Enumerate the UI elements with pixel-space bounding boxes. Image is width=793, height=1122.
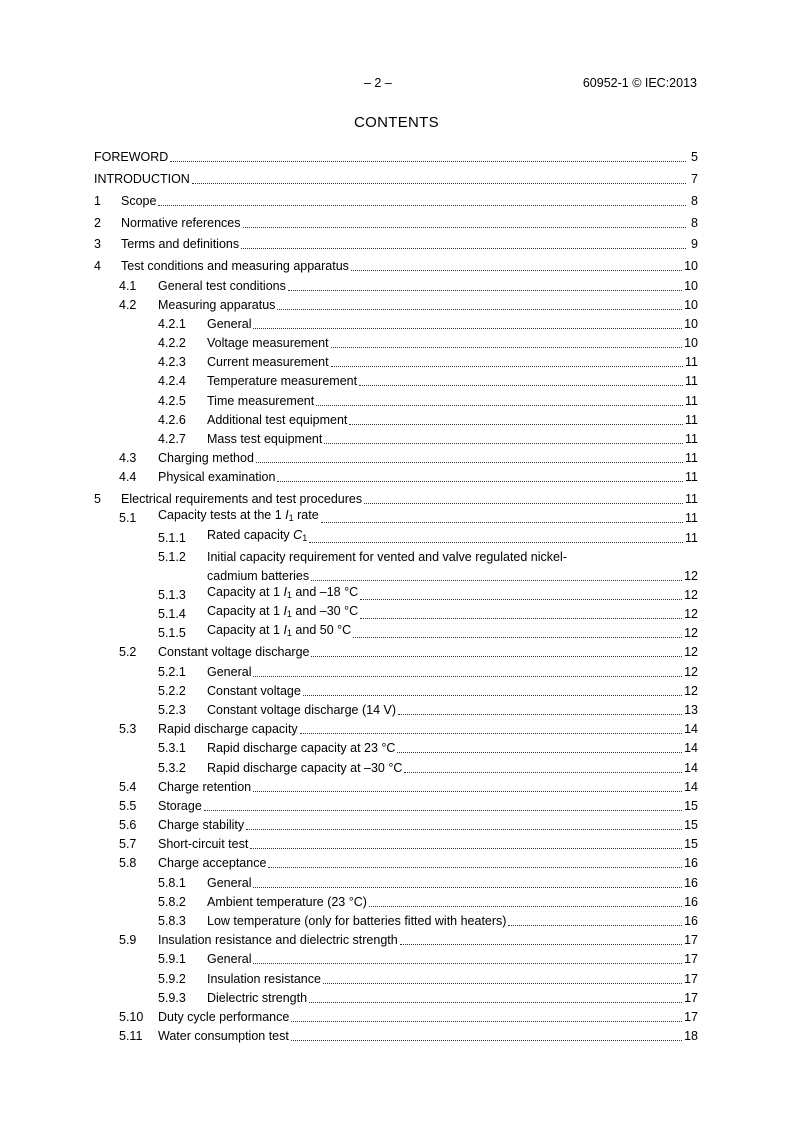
toc-entry-title: Scope (121, 193, 157, 208)
toc-entry-title: INTRODUCTION (94, 171, 190, 186)
toc-entry-title: Rapid discharge capacity at 23 °C (207, 741, 396, 756)
toc-entry-title: Charging method (158, 451, 254, 466)
toc-entry-page: 11 (685, 530, 698, 545)
toc-entry-page: 11 (685, 451, 698, 466)
toc-entry[interactable] (94, 409, 698, 428)
toc-entry[interactable] (94, 165, 698, 187)
toc-entry[interactable] (94, 833, 698, 852)
toc-entry[interactable] (94, 546, 698, 584)
toc-entry-title: Storage (158, 798, 202, 813)
toc-entry[interactable] (94, 428, 698, 447)
toc-entry-title: Rapid discharge capacity (158, 722, 298, 737)
toc-entry[interactable] (94, 795, 698, 814)
dot-leader (277, 478, 683, 482)
toc-entry[interactable] (94, 776, 698, 795)
toc-entry-page: 10 (684, 259, 698, 274)
dot-leader (364, 500, 683, 504)
toc-entry-page: 11 (685, 374, 698, 389)
toc-entry-page: 11 (685, 393, 698, 408)
toc-entry-number: 5.8 (119, 856, 137, 871)
toc-entry-number: 4.2.5 (158, 393, 186, 408)
page-number: – 2 – (364, 76, 392, 90)
toc-entry-number: 4.4 (119, 470, 137, 485)
dot-leader (321, 519, 683, 523)
dot-leader (253, 325, 682, 329)
toc-entry-page: 10 (684, 336, 698, 351)
toc-entry[interactable] (94, 274, 698, 293)
toc-entry-number: 5.8.1 (158, 875, 186, 890)
toc-entry[interactable] (94, 814, 698, 833)
toc-entry-title: Insulation resistance (207, 971, 321, 986)
toc-entry-title: Time measurement (207, 393, 315, 408)
toc-entry-number: 5.5 (119, 798, 137, 813)
toc-entry-page: 10 (684, 316, 698, 331)
toc-entry-title: Terms and definitions (121, 237, 240, 252)
toc-entry-title: Constant voltage discharge (14 V) (207, 702, 396, 717)
toc-entry[interactable] (94, 852, 698, 871)
toc-entry-title: Dielectric strength (207, 990, 308, 1005)
toc-entry-page: 11 (685, 470, 698, 485)
toc-entry-number: 4.2.6 (158, 412, 186, 427)
toc-entry-page: 12 (684, 626, 698, 641)
toc-entry-page: 16 (684, 856, 698, 871)
toc-entry[interactable] (94, 389, 698, 408)
dot-leader (241, 245, 686, 249)
toc-entry-number: 5.4 (119, 779, 137, 794)
toc-entry-page: 15 (684, 837, 698, 852)
toc-entry-number: 5.2 (119, 645, 137, 660)
toc-entry-title: Charge acceptance (158, 856, 267, 871)
toc-entry[interactable] (94, 370, 698, 389)
toc-entry[interactable] (94, 910, 698, 929)
toc-entry-number: 5.9.2 (158, 971, 186, 986)
toc-entry-page: 11 (685, 511, 698, 526)
toc-entry[interactable] (94, 351, 698, 370)
toc-entry[interactable] (94, 929, 698, 948)
dot-leader (256, 459, 683, 463)
toc-entry-page: 18 (684, 1029, 698, 1044)
toc-entry[interactable] (94, 1006, 698, 1025)
toc-entry-page: 12 (684, 645, 698, 660)
toc-entry-number: 5.9.3 (158, 990, 186, 1005)
dot-leader (324, 440, 683, 444)
toc-entry-number: 4 (94, 259, 101, 274)
toc-entry-title: Insulation resistance and dielectric strength (158, 933, 398, 948)
toc-entry[interactable] (94, 209, 698, 231)
toc-entry-number: 5.3.2 (158, 760, 186, 775)
toc-entry-title: Mass test equipment (207, 432, 323, 447)
toc-entry-number: 5.2.1 (158, 664, 186, 679)
toc-entry-page: 5 (691, 149, 698, 164)
dot-leader (250, 845, 682, 849)
dot-leader (360, 615, 682, 619)
toc-entry-number: 5.8.3 (158, 914, 186, 929)
toc-entry-number: 5.9.1 (158, 952, 186, 967)
toc-entry[interactable] (94, 987, 698, 1006)
toc-entry-title: General (207, 316, 252, 331)
toc-entry[interactable] (94, 584, 698, 603)
toc-entry-page: 11 (685, 355, 698, 370)
dot-leader (331, 344, 682, 348)
toc-entry[interactable] (94, 143, 698, 165)
toc-entry-title: Charge retention (158, 779, 252, 794)
toc-entry[interactable] (94, 526, 698, 545)
toc-entry-number: 1 (94, 193, 101, 208)
toc-entry-page: 12 (684, 607, 698, 622)
toc-entry-number: 5.1 (119, 511, 137, 526)
dot-leader (253, 788, 682, 792)
toc-entry[interactable] (94, 891, 698, 910)
toc-entry[interactable] (94, 756, 698, 775)
toc-entry[interactable] (94, 680, 698, 699)
toc-entry[interactable] (94, 871, 698, 890)
toc-entry-page: 12 (684, 683, 698, 698)
toc-entry-title: Charge stability (158, 818, 245, 833)
dot-leader (291, 1018, 682, 1022)
toc-entry-number: 5.7 (119, 837, 137, 852)
dot-leader (397, 749, 682, 753)
dot-leader (303, 692, 682, 696)
toc-entry-number: 5 (94, 492, 101, 507)
toc-entry-number: 5.2.2 (158, 683, 186, 698)
toc-entry-number: 3 (94, 237, 101, 252)
dot-leader (291, 1037, 682, 1041)
toc-entry[interactable] (94, 485, 698, 507)
toc-entry[interactable] (94, 447, 698, 466)
toc-entry-number: 5.1.3 (158, 587, 186, 602)
dot-leader (508, 922, 682, 926)
toc-entry-page: 16 (684, 894, 698, 909)
dot-leader (309, 539, 683, 543)
toc-entry[interactable] (94, 718, 698, 737)
toc-entry-number: 4.2.2 (158, 336, 186, 351)
toc-entry-title: Short-circuit test (158, 837, 249, 852)
toc-entry-page: 11 (685, 492, 698, 507)
dot-leader (349, 421, 683, 425)
toc-entry-page: 12 (684, 587, 698, 602)
toc-entry-number: 5.3.1 (158, 741, 186, 756)
toc-entry-number: 5.3 (119, 722, 137, 737)
toc-entry[interactable] (94, 603, 698, 622)
toc-entry-number: 5.8.2 (158, 894, 186, 909)
dot-leader (300, 730, 682, 734)
toc-entry-page: 10 (684, 278, 698, 293)
dot-leader (246, 826, 682, 830)
dot-leader (192, 180, 686, 184)
toc-entry-number: 5.6 (119, 818, 137, 833)
toc-entry-title: Capacity at 1 $I_1$ and –18 °C (207, 584, 359, 600)
dot-leader (359, 382, 683, 386)
toc-entry-number: 4.1 (119, 278, 137, 293)
toc-entry-page: 8 (691, 193, 698, 208)
page-title: CONTENTS (354, 114, 439, 131)
toc-entry-page: 17 (684, 971, 698, 986)
toc-entry-title: Duty cycle performance (158, 1009, 290, 1024)
toc-entry-page: 14 (684, 741, 698, 756)
toc-entry[interactable] (94, 660, 698, 679)
dot-leader (268, 864, 682, 868)
toc-entry-page: 10 (684, 297, 698, 312)
toc-entry-number: 5.10 (119, 1009, 144, 1024)
dot-leader (170, 158, 686, 162)
dot-leader (353, 634, 682, 638)
toc-entry[interactable] (94, 252, 698, 274)
toc-entry-page: 14 (684, 722, 698, 737)
toc-entry[interactable] (94, 967, 698, 986)
toc-entry-title-continued: cadmium batteries (207, 568, 310, 583)
toc-entry-page: 9 (691, 237, 698, 252)
toc-entry-page: 15 (684, 798, 698, 813)
toc-entry-title: Water consumption test (158, 1029, 289, 1044)
dot-leader (369, 903, 682, 907)
toc-entry-page: 11 (685, 412, 698, 427)
dot-leader (400, 941, 682, 945)
dot-leader (243, 224, 687, 228)
toc-entry-number: 4.2 (119, 297, 137, 312)
toc-entry-title: Electrical requirements and test procedures (121, 492, 363, 507)
toc-entry-title: Constant voltage (207, 683, 301, 698)
toc-entry-page: 13 (684, 702, 698, 717)
toc-entry-number: 4.2.1 (158, 316, 186, 331)
toc-entry-title: Test conditions and measuring apparatus (121, 259, 349, 274)
dot-leader (351, 267, 682, 271)
toc-entry-title: General (207, 952, 252, 967)
dot-leader (360, 596, 682, 600)
dot-leader (323, 980, 682, 984)
toc-entry[interactable] (94, 187, 698, 209)
toc-entry-title: Normative references (121, 215, 241, 230)
dot-leader (253, 884, 682, 888)
dot-leader (316, 402, 683, 406)
dot-leader (277, 306, 682, 310)
dot-leader (288, 287, 682, 291)
toc-entry[interactable] (94, 699, 698, 718)
dot-leader (398, 711, 682, 715)
dot-leader (311, 653, 682, 657)
toc-entry[interactable] (94, 948, 698, 967)
toc-entry-title: FOREWORD (94, 149, 169, 164)
toc-entry-number: 4.2.3 (158, 355, 186, 370)
toc-entry-page: 12 (684, 664, 698, 679)
toc-entry-page: 17 (684, 990, 698, 1005)
toc-entry-title: Constant voltage discharge (158, 645, 310, 660)
toc-entry-page: 14 (684, 779, 698, 794)
toc-entry-page: 15 (684, 818, 698, 833)
toc-entry-number: 5.9 (119, 933, 137, 948)
toc-entry-title: General test conditions (158, 278, 286, 293)
toc-entry-title: Physical examination (158, 470, 276, 485)
toc-entry-title: General (207, 664, 252, 679)
dot-leader (309, 999, 682, 1003)
toc-entry-title: Temperature measurement (207, 374, 358, 389)
toc-entry-page: 17 (684, 933, 698, 948)
toc-entry[interactable] (94, 622, 698, 641)
dot-leader (253, 673, 682, 677)
dot-leader (253, 960, 682, 964)
document-reference: 60952-1 © IEC:2013 (582, 76, 697, 90)
toc-entry-title: Capacity at 1 $I_1$ and –30 °C (207, 604, 359, 620)
toc-entry-title: Voltage measurement (207, 336, 329, 351)
dot-leader (204, 807, 682, 811)
dot-leader (404, 769, 682, 773)
toc-entry[interactable] (94, 231, 698, 253)
toc-entry-number: 4.2.7 (158, 432, 186, 447)
toc-entry-page: 12 (684, 568, 698, 583)
toc-entry-page: 17 (684, 952, 698, 967)
toc-entry-page: 16 (684, 914, 698, 929)
dot-leader (158, 202, 686, 206)
dot-leader (311, 577, 682, 581)
toc-entry-page: 8 (691, 215, 698, 230)
toc-entry[interactable] (94, 641, 698, 660)
toc-entry-title: Ambient temperature (23 °C) (207, 894, 367, 909)
toc-entry-title: Low temperature (only for batteries fitted with heaters) (207, 914, 507, 929)
toc-entry-number: 2 (94, 215, 101, 230)
toc-entry-number: 5.11 (119, 1029, 143, 1044)
toc-entry-title: General (207, 875, 252, 890)
toc-entry-number: 5.1.1 (158, 530, 186, 545)
toc-entry-title: Measuring apparatus (158, 297, 276, 312)
toc-entry-number: 5.2.3 (158, 702, 186, 717)
toc-entry-page: 16 (684, 875, 698, 890)
toc-entry-page: 14 (684, 760, 698, 775)
toc-entry-title: Capacity at 1 $I_1$ and 50 °C (207, 623, 352, 639)
table-of-contents (94, 143, 698, 1044)
toc-entry-title: Current measurement (207, 355, 329, 370)
toc-entry-number: 4.2.4 (158, 374, 186, 389)
toc-entry[interactable] (94, 466, 698, 485)
toc-entry[interactable] (94, 1025, 698, 1044)
toc-entry-title: Rapid discharge capacity at –30 °C (207, 760, 403, 775)
toc-entry-title: Capacity tests at the 1 $I_1$ rate (158, 508, 319, 524)
toc-entry-number: 5.1.4 (158, 607, 186, 622)
toc-entry[interactable] (94, 507, 698, 526)
toc-entry[interactable] (94, 313, 698, 332)
toc-entry-number: 5.1.2 (158, 549, 186, 564)
toc-entry[interactable] (94, 737, 698, 756)
toc-entry-title: Additional test equipment (207, 412, 348, 427)
toc-entry-number: 5.1.5 (158, 626, 186, 641)
toc-entry-page: 7 (691, 171, 698, 186)
toc-entry-title: Initial capacity requirement for vented and valve regulated nickel- (207, 549, 567, 564)
toc-entry-page: 11 (685, 432, 698, 447)
toc-entry-title: Rated capacity $C_1$ (207, 527, 308, 543)
toc-entry[interactable] (94, 294, 698, 313)
toc-entry-page: 17 (684, 1009, 698, 1024)
dot-leader (331, 363, 683, 367)
toc-entry[interactable] (94, 332, 698, 351)
toc-entry-number: 4.3 (119, 451, 137, 466)
